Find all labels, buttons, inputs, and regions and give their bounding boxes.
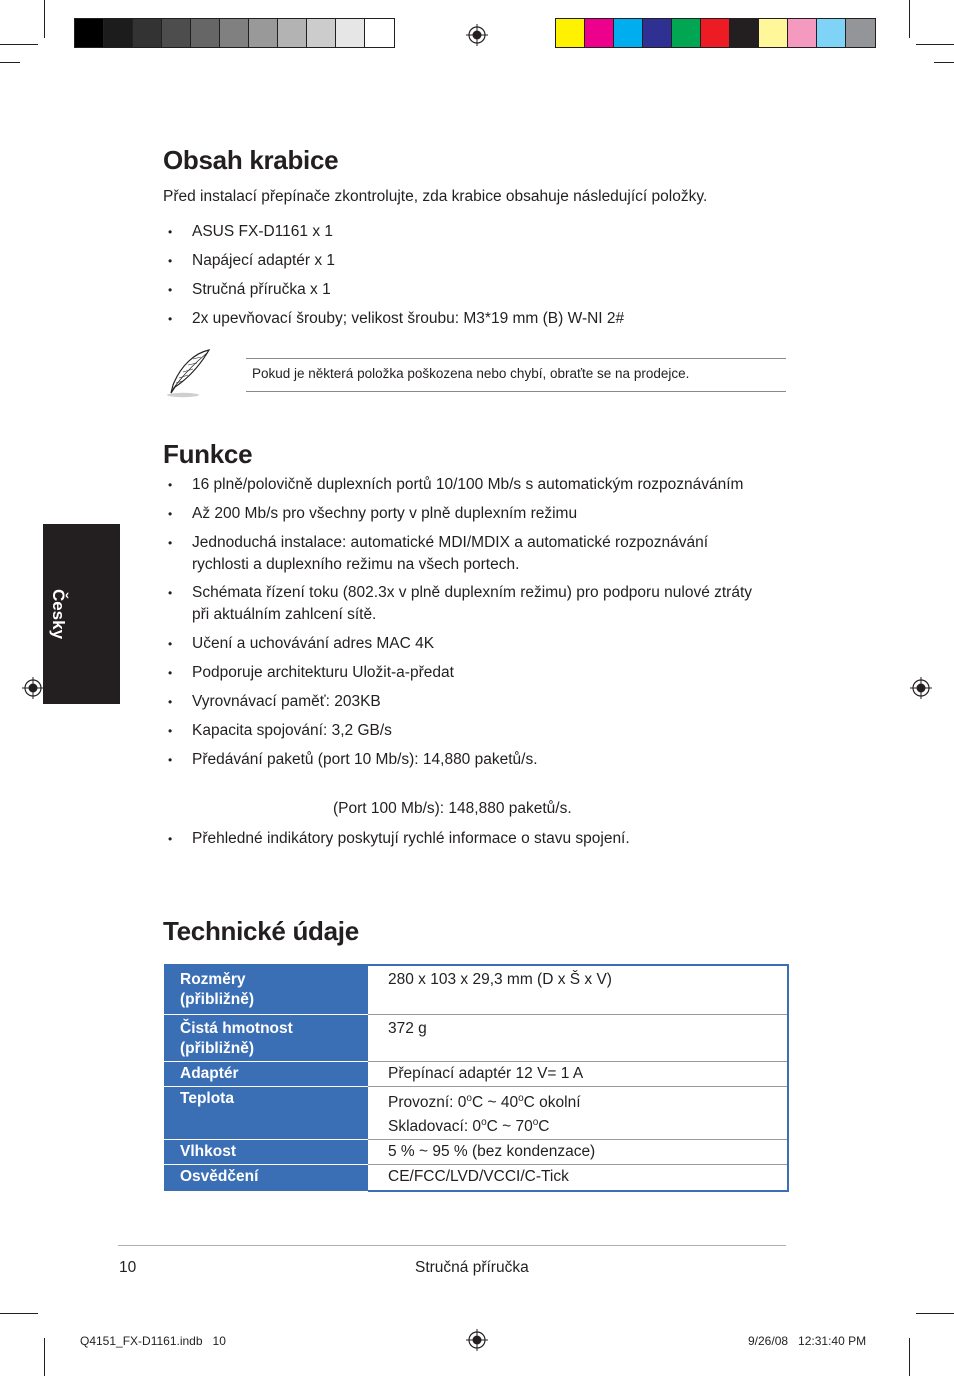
color-bar (555, 18, 876, 48)
color-swatch (220, 19, 249, 47)
color-swatch (104, 19, 133, 47)
crop-mark (909, 0, 910, 38)
color-swatch (133, 19, 162, 47)
table-row (164, 1015, 788, 1062)
section-title-specifications: Technické údaje (163, 916, 359, 946)
text-part: C okolní (523, 1094, 581, 1112)
color-swatch (249, 19, 278, 47)
registration-mark-icon (466, 1329, 488, 1351)
crop-mark (916, 44, 954, 45)
spec-key (164, 965, 368, 1015)
list-item: • Přehledné indikátory poskytují rychlé informace o stavu spojení. (163, 828, 783, 850)
text-part: C ~ 70 (486, 1118, 533, 1136)
spec-value (368, 1087, 788, 1140)
note-divider-bottom (246, 391, 786, 392)
color-swatch (701, 19, 730, 47)
registration-mark-icon (910, 677, 932, 699)
spec-key-line: (přibližně) (180, 1040, 255, 1057)
table-row (164, 1140, 788, 1165)
color-swatch (162, 19, 191, 47)
list-item: • 16 plně/polovičně duplexních portů 10/100 Mb/s s automatickým rozpoznáváním (163, 474, 763, 496)
temp-operating (388, 1094, 581, 1111)
list-item: • Stručná příručka x 1 (163, 279, 783, 301)
footer-divider (118, 1245, 786, 1246)
degree-sup: o (481, 1117, 487, 1129)
list-item: • Jednoduchá instalace: automatické MDI/MDIX a automatické rozpoznávání rychlosti a duplexního režimu na všech portech. (163, 532, 763, 576)
text-part: C (538, 1118, 550, 1136)
spec-value: CE/FCC/LVD/VCCI/C-Tick (368, 1165, 788, 1192)
list-item: • Podporuje architekturu Uložit-a-předat (163, 662, 763, 684)
timestamp-slug: 9/26/08 12:31:40 PM (748, 1334, 867, 1348)
color-swatch (614, 19, 643, 47)
degree-sup: o (466, 1093, 472, 1104)
color-swatch (643, 19, 672, 47)
degree-sup: o (518, 1093, 524, 1104)
intro-text: Před instalací přepínače zkontrolujte, zda krabice obsahuje následující položky. (163, 188, 708, 205)
color-swatch (75, 19, 104, 47)
grayscale-bar (74, 18, 395, 48)
list-item: • ASUS FX-D1161 x 1 (163, 221, 783, 243)
color-swatch (846, 19, 875, 47)
crop-mark (0, 62, 20, 63)
list-item: • Učení a uchovávání adres MAC 4K (163, 633, 763, 655)
section-title-features: Funkce (163, 439, 253, 469)
specifications-table (164, 964, 789, 1192)
color-swatch (365, 19, 394, 47)
color-swatch (759, 19, 788, 47)
section-title-box-contents: Obsah krabice (163, 145, 339, 175)
spec-value: Přepínací adaptér 12 V= 1 A (368, 1062, 788, 1087)
text-part: C ~ 40 (471, 1094, 519, 1112)
file-slug: Q4151_FX-D1161.indb 10 (80, 1334, 226, 1348)
table-row (164, 965, 788, 1015)
text-part: Skladovací: 0 (388, 1118, 482, 1136)
features-list (163, 474, 763, 777)
spec-key: Teplota (164, 1087, 368, 1140)
spec-value: 280 x 103 x 29,3 mm (D x Š x V) (368, 965, 788, 1015)
feather-note-icon (161, 347, 215, 399)
crop-mark (916, 1313, 954, 1314)
list-item: • Kapacita spojování: 3,2 GB/s (163, 720, 763, 742)
list-item: • Až 200 Mb/s pro všechny porty v plně duplexním režimu (163, 503, 763, 525)
color-swatch (307, 19, 336, 47)
spec-key: Vlhkost (164, 1140, 368, 1165)
language-label: Česky (49, 588, 68, 640)
table-row (164, 1062, 788, 1087)
list-item: • Předávání paketů (port 10 Mb/s): 14,880 paketů/s. (163, 749, 763, 771)
list-item: • 2x upevňovací šrouby; velikost šroubu: M3*19 mm (B) W-NI 2# (163, 308, 783, 330)
list-item: • Schémata řízení toku (802.3x v plně duplexním režimu) pro podporu nulové ztráty při aktuálním zahlcení sítě. (163, 582, 763, 626)
crop-mark (44, 0, 45, 38)
color-swatch (585, 19, 614, 47)
table-row (164, 1087, 788, 1140)
spec-key (164, 1015, 368, 1062)
spec-value: 372 g (368, 1015, 788, 1062)
box-contents-list (163, 221, 783, 330)
list-item: • Vyrovnávací paměť: 203KB (163, 691, 763, 713)
spec-key: Osvědčení (164, 1165, 368, 1192)
footer-title: Stručná příručka (415, 1259, 529, 1276)
spec-key-line: (přibližně) (180, 991, 255, 1008)
color-swatch (817, 19, 846, 47)
spec-key-line: Rozměry (180, 971, 246, 988)
text-part: Provozní: 0 (388, 1094, 467, 1112)
spec-value: 5 % ~ 95 % (bez kondenzace) (368, 1140, 788, 1165)
note-divider-top (246, 358, 786, 359)
color-swatch (730, 19, 759, 47)
page-number: 10 (119, 1259, 137, 1276)
color-swatch (278, 19, 307, 47)
spec-key-line: Čistá hmotnost (180, 1020, 293, 1037)
crop-mark (0, 44, 38, 45)
spec-key: Adaptér (164, 1062, 368, 1087)
color-swatch (672, 19, 701, 47)
registration-mark-icon (466, 24, 488, 46)
list-continuation: (Port 100 Mb/s): 148,880 paketů/s. (333, 800, 572, 817)
note-text: Pokud je některá položka poškozena nebo chybí, obraťte se na prodejce. (252, 366, 690, 381)
color-swatch (336, 19, 365, 47)
temp-storage (388, 1118, 550, 1135)
color-swatch (191, 19, 220, 47)
registration-mark-icon (22, 677, 44, 699)
degree-sup: o (532, 1117, 539, 1129)
crop-mark (0, 1313, 38, 1314)
crop-mark (44, 1338, 45, 1376)
list-item: • Napájecí adaptér x 1 (163, 250, 783, 272)
color-swatch (788, 19, 817, 47)
crop-mark (909, 1338, 910, 1376)
table-row (164, 1165, 788, 1192)
color-swatch (556, 19, 585, 47)
features-list-last (163, 828, 783, 850)
crop-mark (934, 62, 954, 63)
